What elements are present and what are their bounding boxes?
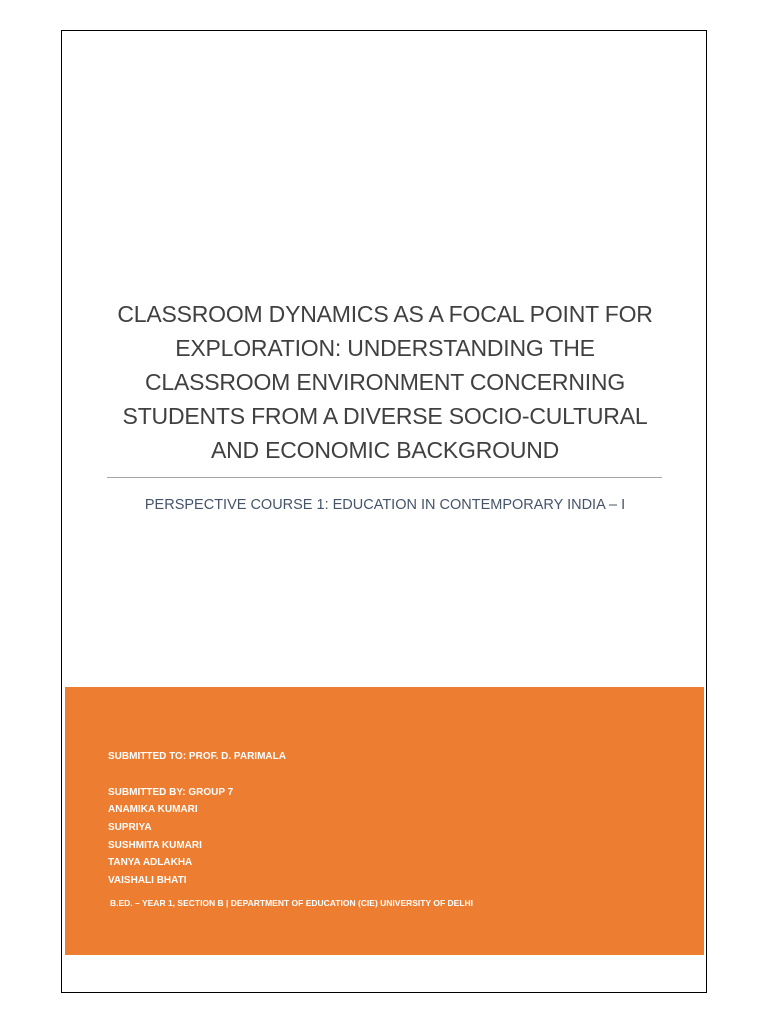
member-name: ANAMIKA KUMARI [108,804,198,815]
group-members-list [108,801,202,890]
title-line: EXPLORATION: UNDERSTANDING THE [175,335,595,361]
submitted-to: SUBMITTED TO: PROF. D. PARIMALA [108,751,286,762]
program-department-line: B.ED. – YEAR 1, SECTION B | DEPARTMENT OF EDUCATION (CIE) UNIVERSITY OF DELHI [110,898,474,908]
title-line: STUDENTS FROM A DIVERSE SOCIO-CULTURAL [122,403,648,429]
submission-info-block [65,687,704,955]
title-line: CLASSROOM ENVIRONMENT CONCERNING [144,369,626,395]
title-line: CLASSROOM DYNAMICS AS A FOCAL POINT FOR [117,301,653,327]
title-line: AND ECONOMIC BACKGROUND [210,437,560,463]
submitted-by: SUBMITTED BY: GROUP 7 [108,787,234,798]
document-title [62,297,708,467]
cover-page [61,30,707,993]
title-divider [107,477,662,478]
member-name: VAISHALI BHATI [108,875,187,887]
course-subtitle: PERSPECTIVE COURSE 1: EDUCATION IN CONTEMPORARY INDIA – I [144,497,626,513]
member-name: TANYA ADLAKHA [108,857,193,869]
member-name: SUPRIYA [108,821,152,833]
member-name: SUSHMITA KUMARI [108,839,202,851]
